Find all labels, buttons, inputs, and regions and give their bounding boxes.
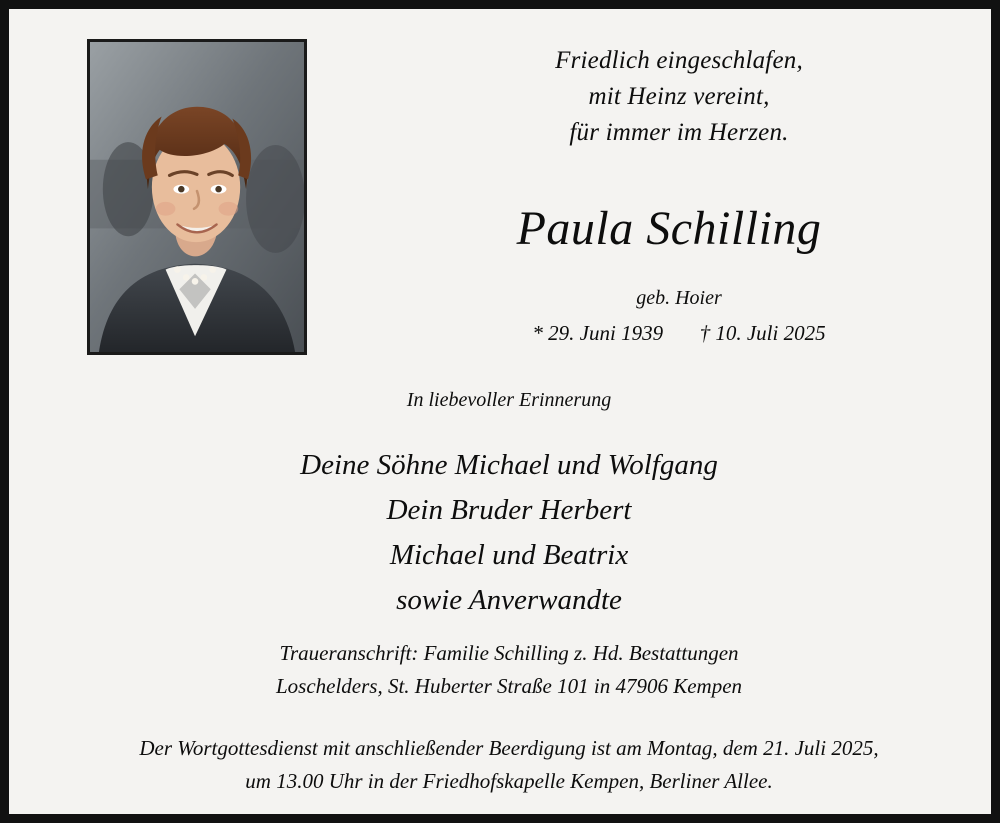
family-line-2: Dein Bruder Herbert (386, 494, 632, 526)
address-line-2: Loschelders, St. Huberter Straße 101 in 47906 Kempen (275, 674, 743, 698)
service-line-1: Der Wortgottesdienst mit anschließender Beerdigung ist am Montag, dem 21. Juli 2025, (139, 736, 879, 760)
verse-line-3: für immer im Herzen. (569, 119, 789, 146)
portrait-photo (87, 39, 307, 355)
family-line-1: Deine Söhne Michael und Wolfgang (300, 449, 718, 481)
life-dates (389, 321, 969, 346)
memory-line: In liebevoller Erinnerung (406, 389, 612, 411)
notice-inner (9, 9, 991, 814)
death-date: † 10. Juli 2025 (699, 321, 826, 345)
family-block (9, 443, 1000, 623)
family-line-3: Michael und Beatrix (389, 539, 629, 571)
service-line-2: um 13.00 Uhr in der Friedhofskapelle Kempen, Berliner Allee. (245, 769, 773, 793)
maiden-name: geb. Hoier (636, 287, 722, 309)
deceased-name: Paula Schilling (516, 202, 822, 255)
verse-line-1: Friedlich eingeschlafen, (555, 47, 803, 74)
portrait-image (90, 42, 304, 352)
mourning-address (9, 637, 1000, 703)
address-line-1: Traueranschrift: Familie Schilling z. Hd. Bestattungen (279, 641, 739, 665)
birth-date: * 29. Juni 1939 (532, 321, 664, 345)
verse-block (389, 43, 969, 151)
family-line-4: sowie Anverwandte (396, 584, 622, 616)
verse-line-2: mit Heinz vereint, (588, 83, 770, 110)
service-details (9, 732, 1000, 798)
